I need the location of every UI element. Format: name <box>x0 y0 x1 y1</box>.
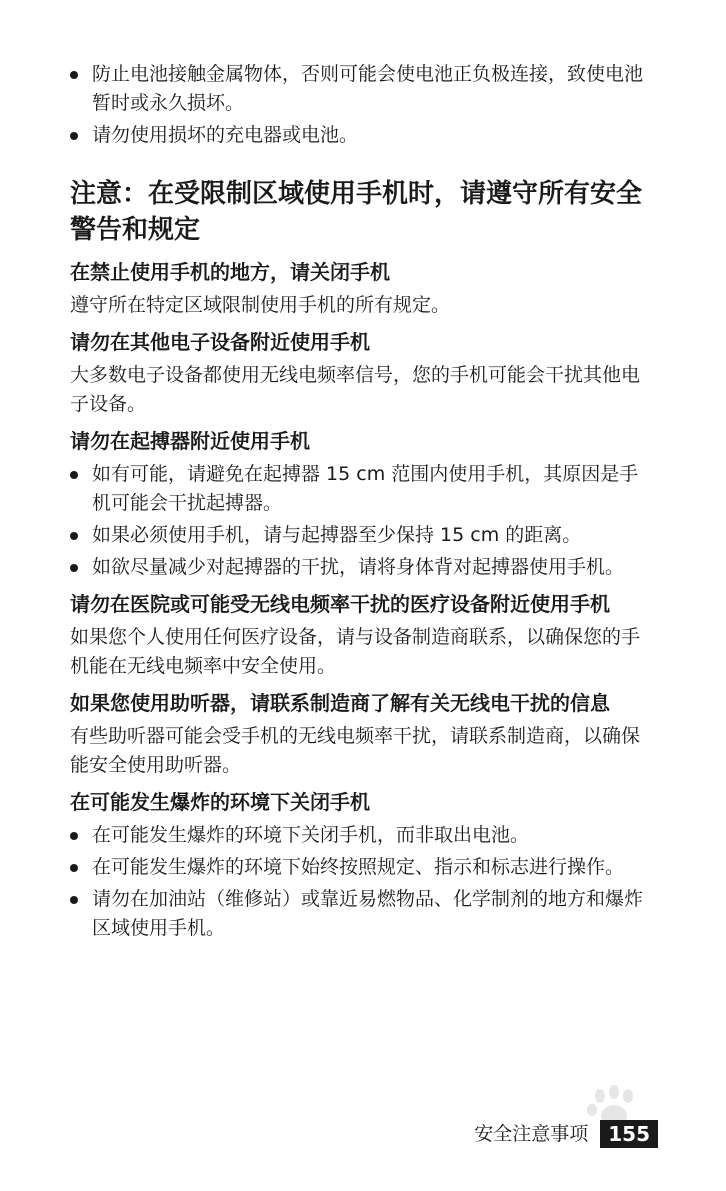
list-item <box>70 853 650 882</box>
bullet-icon <box>70 71 78 79</box>
bullet-icon <box>70 132 78 140</box>
main-heading: 注意：在受限制区域使用手机时，请遵守所有安全警告和规定 <box>70 179 643 245</box>
list-item-text: 请勿使用损坏的充电器或电池。 <box>92 124 359 146</box>
section-power-off <box>70 258 650 320</box>
section-explosive <box>70 788 650 943</box>
section-heading: 在禁止使用手机的地方，请关闭手机 <box>70 260 390 284</box>
list-item-text: 如果必须使用手机，请与起搏器至少保持 15 cm 的距离。 <box>92 524 582 546</box>
list-item-text: 在可能发生爆炸的环境下关闭手机，而非取出电池。 <box>92 824 530 846</box>
section-pacemaker <box>70 427 650 582</box>
section-text: 大多数电子设备都使用无线电频率信号，您的手机可能会干扰其他电子设备。 <box>70 364 641 415</box>
section-heading: 在可能发生爆炸的环境下关闭手机 <box>70 790 370 814</box>
explosive-bullet-list <box>70 821 650 943</box>
bullet-icon <box>70 896 78 904</box>
list-item-text: 防止电池接触金属物体，否则可能会使电池正负极连接，致使电池暂时或永久损坏。 <box>92 63 644 114</box>
bullet-icon <box>70 564 78 572</box>
section-heading: 请勿在其他电子设备附近使用手机 <box>70 330 370 354</box>
section-text: 遵守所在特定区域限制使用手机的所有规定。 <box>70 294 451 316</box>
section-hearing-aid <box>70 689 650 780</box>
list-item <box>70 553 650 582</box>
list-item <box>70 821 650 850</box>
section-heading: 如果您使用助听器，请联系制造商了解有关无线电干扰的信息 <box>70 691 610 715</box>
list-item-text: 在可能发生爆炸的环境下始终按照规定、指示和标志进行操作。 <box>92 856 625 878</box>
list-item <box>70 460 650 518</box>
section-hospital <box>70 590 650 681</box>
bullet-icon <box>70 532 78 540</box>
pacemaker-bullet-list <box>70 460 650 582</box>
list-item <box>70 60 650 118</box>
page-number: 155 <box>600 1120 658 1148</box>
list-item-text: 请勿在加油站（维修站）或靠近易燃物品、化学制剂的地方和爆炸区域使用手机。 <box>92 888 644 939</box>
document-page <box>70 60 650 949</box>
bullet-icon <box>70 471 78 479</box>
list-item <box>70 521 650 550</box>
section-heading: 请勿在医院或可能受无线电频率干扰的医疗设备附近使用手机 <box>70 592 610 616</box>
bullet-icon <box>70 864 78 872</box>
section-text: 有些助听器可能会受手机的无线电频率干扰，请联系制造商，以确保能安全使用助听器。 <box>70 725 641 776</box>
page-footer <box>474 1120 658 1148</box>
list-item <box>70 885 650 943</box>
section-electronic-devices <box>70 328 650 419</box>
list-item-text: 如有可能，请避免在起搏器 15 cm 范围内使用手机，其原因是手机可能会干扰起搏器。 <box>92 463 639 514</box>
bullet-icon <box>70 832 78 840</box>
list-item <box>70 121 650 150</box>
section-text: 如果您个人使用任何医疗设备，请与设备制造商联系，以确保您的手机能在无线电频率中安全使用。 <box>70 626 641 677</box>
intro-bullet-list <box>70 60 650 150</box>
footer-section-name: 安全注意事项 <box>474 1123 589 1145</box>
section-heading: 请勿在起搏器附近使用手机 <box>70 429 310 453</box>
list-item-text: 如欲尽量减少对起搏器的干扰，请将身体背对起搏器使用手机。 <box>92 556 625 578</box>
